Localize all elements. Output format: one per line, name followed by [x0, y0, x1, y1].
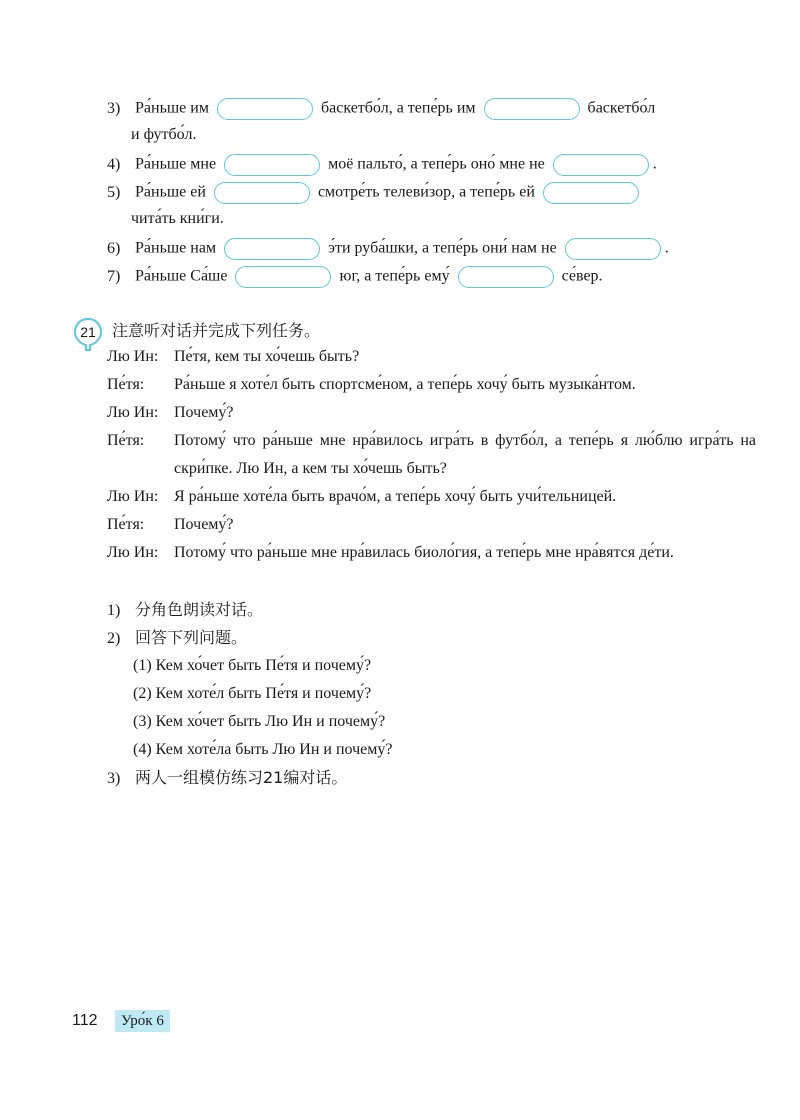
utterance: Пе́тя, кем ты хо́чешь быть?: [174, 348, 360, 365]
answer-blank[interactable]: [484, 98, 580, 120]
question-item: (4) Кем хоте́ла быть Лю Ин и почему́?: [133, 741, 393, 758]
item-text: баскетбо́л, а тепе́рь им: [320, 99, 476, 117]
speaker: Лю Ин:: [107, 348, 159, 365]
item-text: се́вер.: [561, 267, 603, 285]
item-text: смотре́ть телеви́зор, а тепе́рь ей: [317, 183, 535, 201]
exercise-item-6: [107, 238, 669, 260]
utterance: Потому́ что ра́ньше мне нра́вилось игра́ть в футбо́л, а тепе́рь я лю́блю игра́ть на скри́пке. Лю Ин, а кем ты хо́чешь быть?: [174, 432, 756, 477]
question-item: (1) Кем хо́чет быть Пе́тя и почему́?: [133, 657, 372, 674]
speaker: Пе́тя:: [107, 376, 145, 393]
item-number: 3): [107, 99, 121, 117]
answer-blank[interactable]: [458, 266, 554, 288]
utterance: Я ра́ньше хоте́ла быть врачо́м, а тепе́рь хочу́ быть учи́тельницей.: [174, 488, 617, 505]
answer-blank[interactable]: [224, 238, 320, 260]
item-text: юг, а тепе́рь ему́: [339, 267, 450, 285]
utterance: Почему́?: [174, 404, 234, 421]
speaker: Пе́тя:: [107, 516, 145, 533]
item-text: Ра́ньше нам: [135, 239, 217, 257]
item-number: 6): [107, 239, 121, 257]
speaker: Пе́тя:: [107, 432, 145, 449]
speaker: Лю Ин:: [107, 404, 159, 421]
exercise-item-5-cont: чита́ть кни́ги.: [131, 210, 224, 227]
item-number: 7): [107, 267, 121, 285]
item-number: 5): [107, 183, 121, 201]
item-number: 4): [107, 155, 121, 173]
exercise-item-5: [107, 182, 643, 204]
speaker: Лю Ин:: [107, 544, 159, 561]
item-text: Ра́ньше Са́ше: [135, 267, 228, 285]
task-number-badge: [73, 317, 103, 347]
utterance: Потому́ что ра́ньше мне нра́вилась биоло́гия, а тепе́рь мне нра́вятся де́ти.: [174, 544, 674, 561]
item-text: Ра́ньше им: [135, 99, 209, 117]
question-item: (2) Кем хоте́л быть Пе́тя и почему́?: [133, 685, 372, 702]
answer-blank[interactable]: [565, 238, 661, 260]
task-number: 21: [80, 324, 96, 340]
exercise-item-7: [107, 266, 603, 288]
answer-blank[interactable]: [553, 154, 649, 176]
utterance: Ра́ньше я хоте́л быть спортсме́ном, а тепе́рь хочу́ быть музыка́нтом.: [174, 376, 636, 393]
subtask-number: 2): [107, 630, 121, 647]
item-text: .: [652, 155, 657, 173]
answer-blank[interactable]: [214, 182, 310, 204]
subtask-text: 两人一组模仿练习21编对话。: [135, 768, 348, 787]
task-title: 注意听对话并完成下列任务。: [112, 321, 321, 340]
utterance: Почему́?: [174, 516, 234, 533]
exercise-item-3: [107, 98, 655, 120]
question-item: (3) Кем хо́чет быть Лю Ин и почему́?: [133, 713, 386, 730]
lesson-badge: Уро́к 6: [115, 1010, 170, 1032]
answer-blank[interactable]: [235, 266, 331, 288]
item-text: Ра́ньше ей: [135, 183, 206, 201]
subtask-number: 3): [107, 770, 121, 787]
page-number: 112: [72, 1012, 98, 1029]
answer-blank[interactable]: [224, 154, 320, 176]
answer-blank[interactable]: [217, 98, 313, 120]
item-text: моё пальто́, а тепе́рь оно́ мне не: [328, 155, 545, 173]
subtask-item: [107, 764, 347, 793]
subtask-item: [107, 624, 247, 653]
exercise-item-3-cont: и футбо́л.: [131, 126, 197, 143]
listening-icon: [73, 317, 103, 351]
subtask-number: 1): [107, 602, 121, 619]
subtask-text: 分角色朗读对话。: [135, 600, 264, 619]
subtask-text: 回答下列问题。: [135, 628, 248, 647]
item-text: баскетбо́л: [587, 99, 656, 117]
answer-blank[interactable]: [543, 182, 639, 204]
exercise-item-4: [107, 154, 657, 176]
item-text: Ра́ньше мне: [135, 155, 217, 173]
subtask-item: [107, 596, 263, 625]
speaker: Лю Ин:: [107, 488, 159, 505]
item-text: .: [664, 239, 669, 257]
item-text: э́ти руба́шки, а тепе́рь они́ нам не: [328, 239, 557, 257]
